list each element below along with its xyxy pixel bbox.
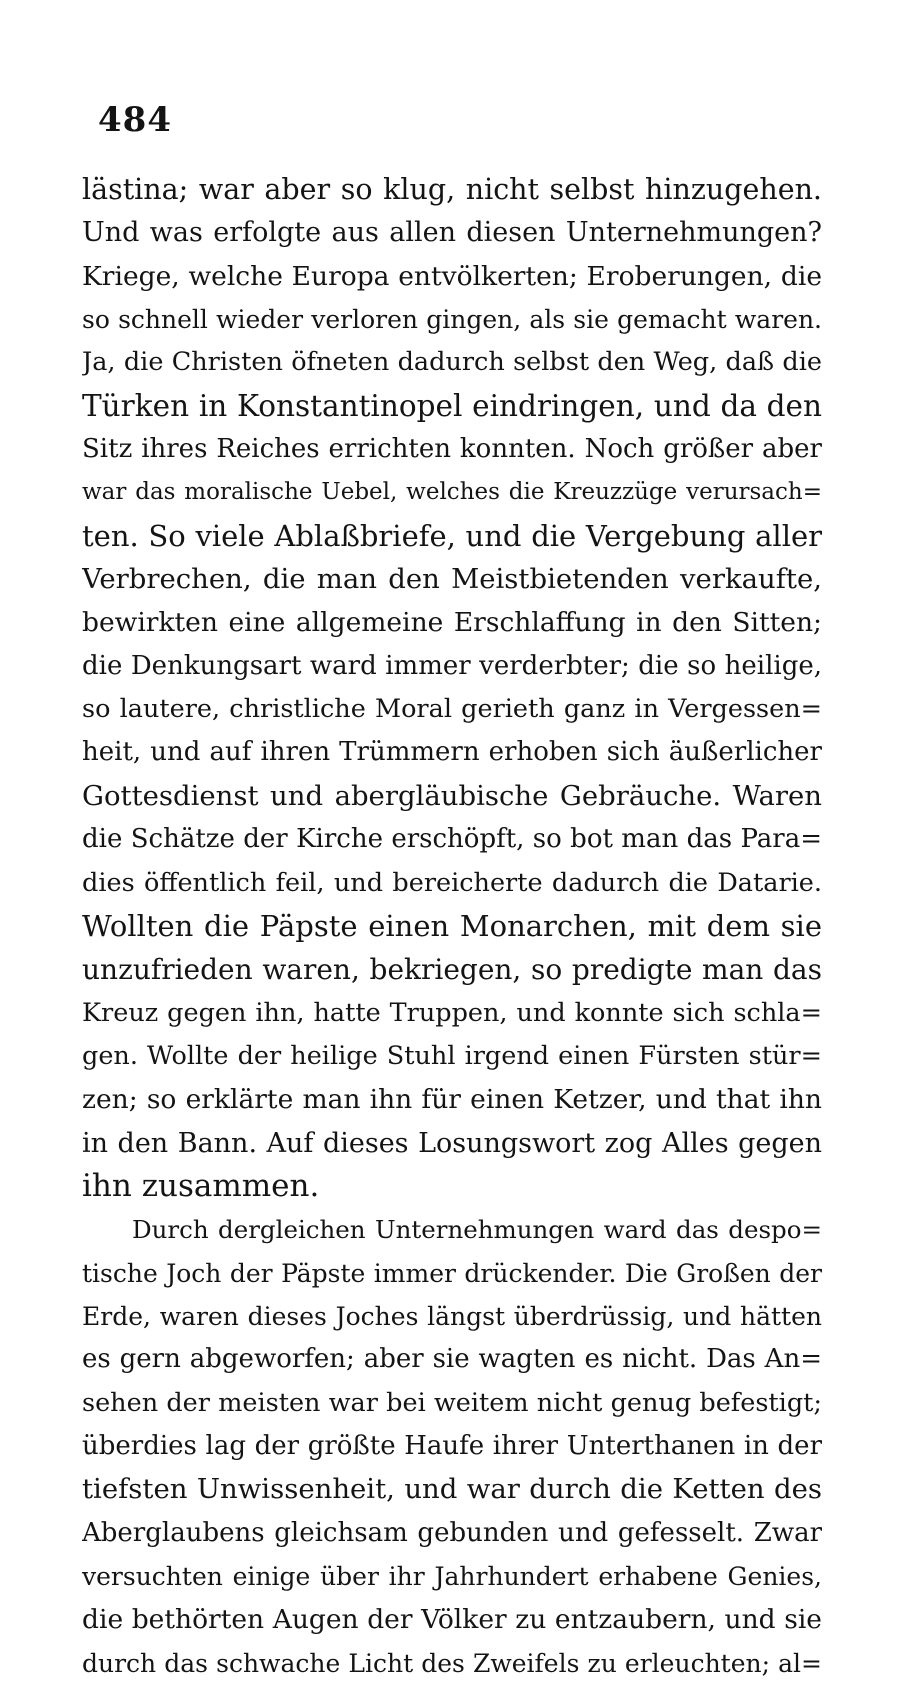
text-line: Sitz ihres Reiches errichten konnten. Noch größer aber	[82, 434, 822, 465]
text-line: überdies lag der größte Haufe ihrer Unterthanen in der	[82, 1430, 822, 1461]
text-line: es gern abgeworfen; aber sie wagten es nicht. Das An=	[82, 1344, 822, 1375]
text-line: lästina; war aber so klug, nicht selbst hinzugehen.	[82, 173, 822, 206]
text-line: die Denkungsart ward immer verderbter; die so heilige,	[82, 650, 822, 681]
body-text	[82, 168, 822, 1685]
text-line: zen; so erklärte man ihn für einen Ketzer, und that ihn	[82, 1084, 822, 1116]
paragraph-start-line: Durch dergleichen Unternehmungen ward das despo=	[132, 1215, 822, 1245]
text-line: bewirkten eine allgemeine Erschlaffung in den Sitten;	[82, 607, 822, 639]
text-line: Kreuz gegen ihn, hatte Truppen, und konnte sich schla=	[82, 997, 822, 1028]
text-line: ten. So viele Ablaßbriefe, und die Vergebung aller	[82, 518, 822, 553]
page-number: 484	[98, 100, 172, 140]
text-line: in den Bann. Auf dieses Losungswort zog Alles gegen	[82, 1127, 822, 1159]
text-line: gen. Wollte der heilige Stuhl irgend einen Fürsten stür=	[82, 1040, 822, 1071]
text-line: dies öffentlich feil, und bereicherte dadurch die Datarie.	[82, 867, 822, 898]
text-line: Kriege, welche Europa entvölkerten; Eroberungen, die	[82, 260, 822, 292]
text-line: war das moralische Uebel, welches die Kreuzzüge verursach=	[82, 479, 822, 506]
text-line: sehen der meisten war bei weitem nicht genug befestigt;	[82, 1387, 822, 1418]
text-line: so lautere, christliche Moral gerieth ganz in Vergessen=	[82, 694, 822, 725]
paragraph-end-line: ihn zusammen.	[82, 1167, 320, 1204]
text-line: Aberglaubens gleichsam gebunden und gefesselt. Zwar	[82, 1517, 822, 1548]
text-line: tiefsten Unwissenheit, und war durch die Ketten des	[82, 1473, 822, 1506]
text-line: unzufrieden waren, bekriegen, so predigte man das	[82, 953, 822, 987]
text-line: Wollten die Päpste einen Monarchen, mit dem sie	[82, 908, 822, 943]
text-line: Erde, waren dieses Joches längst überdrüssig, und hätten	[82, 1301, 822, 1331]
text-line: Türken in Konstantinopel eindringen, und da den	[82, 388, 822, 423]
text-line: Gottesdienst und abergläubische Gebräuche. Waren	[82, 779, 822, 812]
text-line: die bethörten Augen der Völker zu entzaubern, und sie	[82, 1604, 822, 1636]
text-line: Ja, die Christen öfneten dadurch selbst den Weg, daß die	[82, 347, 822, 378]
text-line: durch das schwache Licht des Zweifels zu erleuchten; al=	[82, 1648, 822, 1678]
text-line: tische Joch der Päpste immer drückender. Die Großen der	[82, 1258, 822, 1288]
text-line: heit, und auf ihren Trümmern erhoben sich äußerlicher	[82, 737, 822, 768]
text-line: Und was erfolgte aus allen diesen Unternehmungen?	[82, 217, 822, 249]
text-line: so schnell wieder verloren gingen, als sie gemacht waren.	[82, 305, 822, 335]
text-line: die Schätze der Kirche erschöpft, so bot man das Para=	[82, 824, 822, 855]
text-line: versuchten einige über ihr Jahrhundert erhabene Genies,	[82, 1562, 822, 1591]
text-line: Verbrechen, die man den Meistbietenden verkaufte,	[82, 563, 822, 596]
